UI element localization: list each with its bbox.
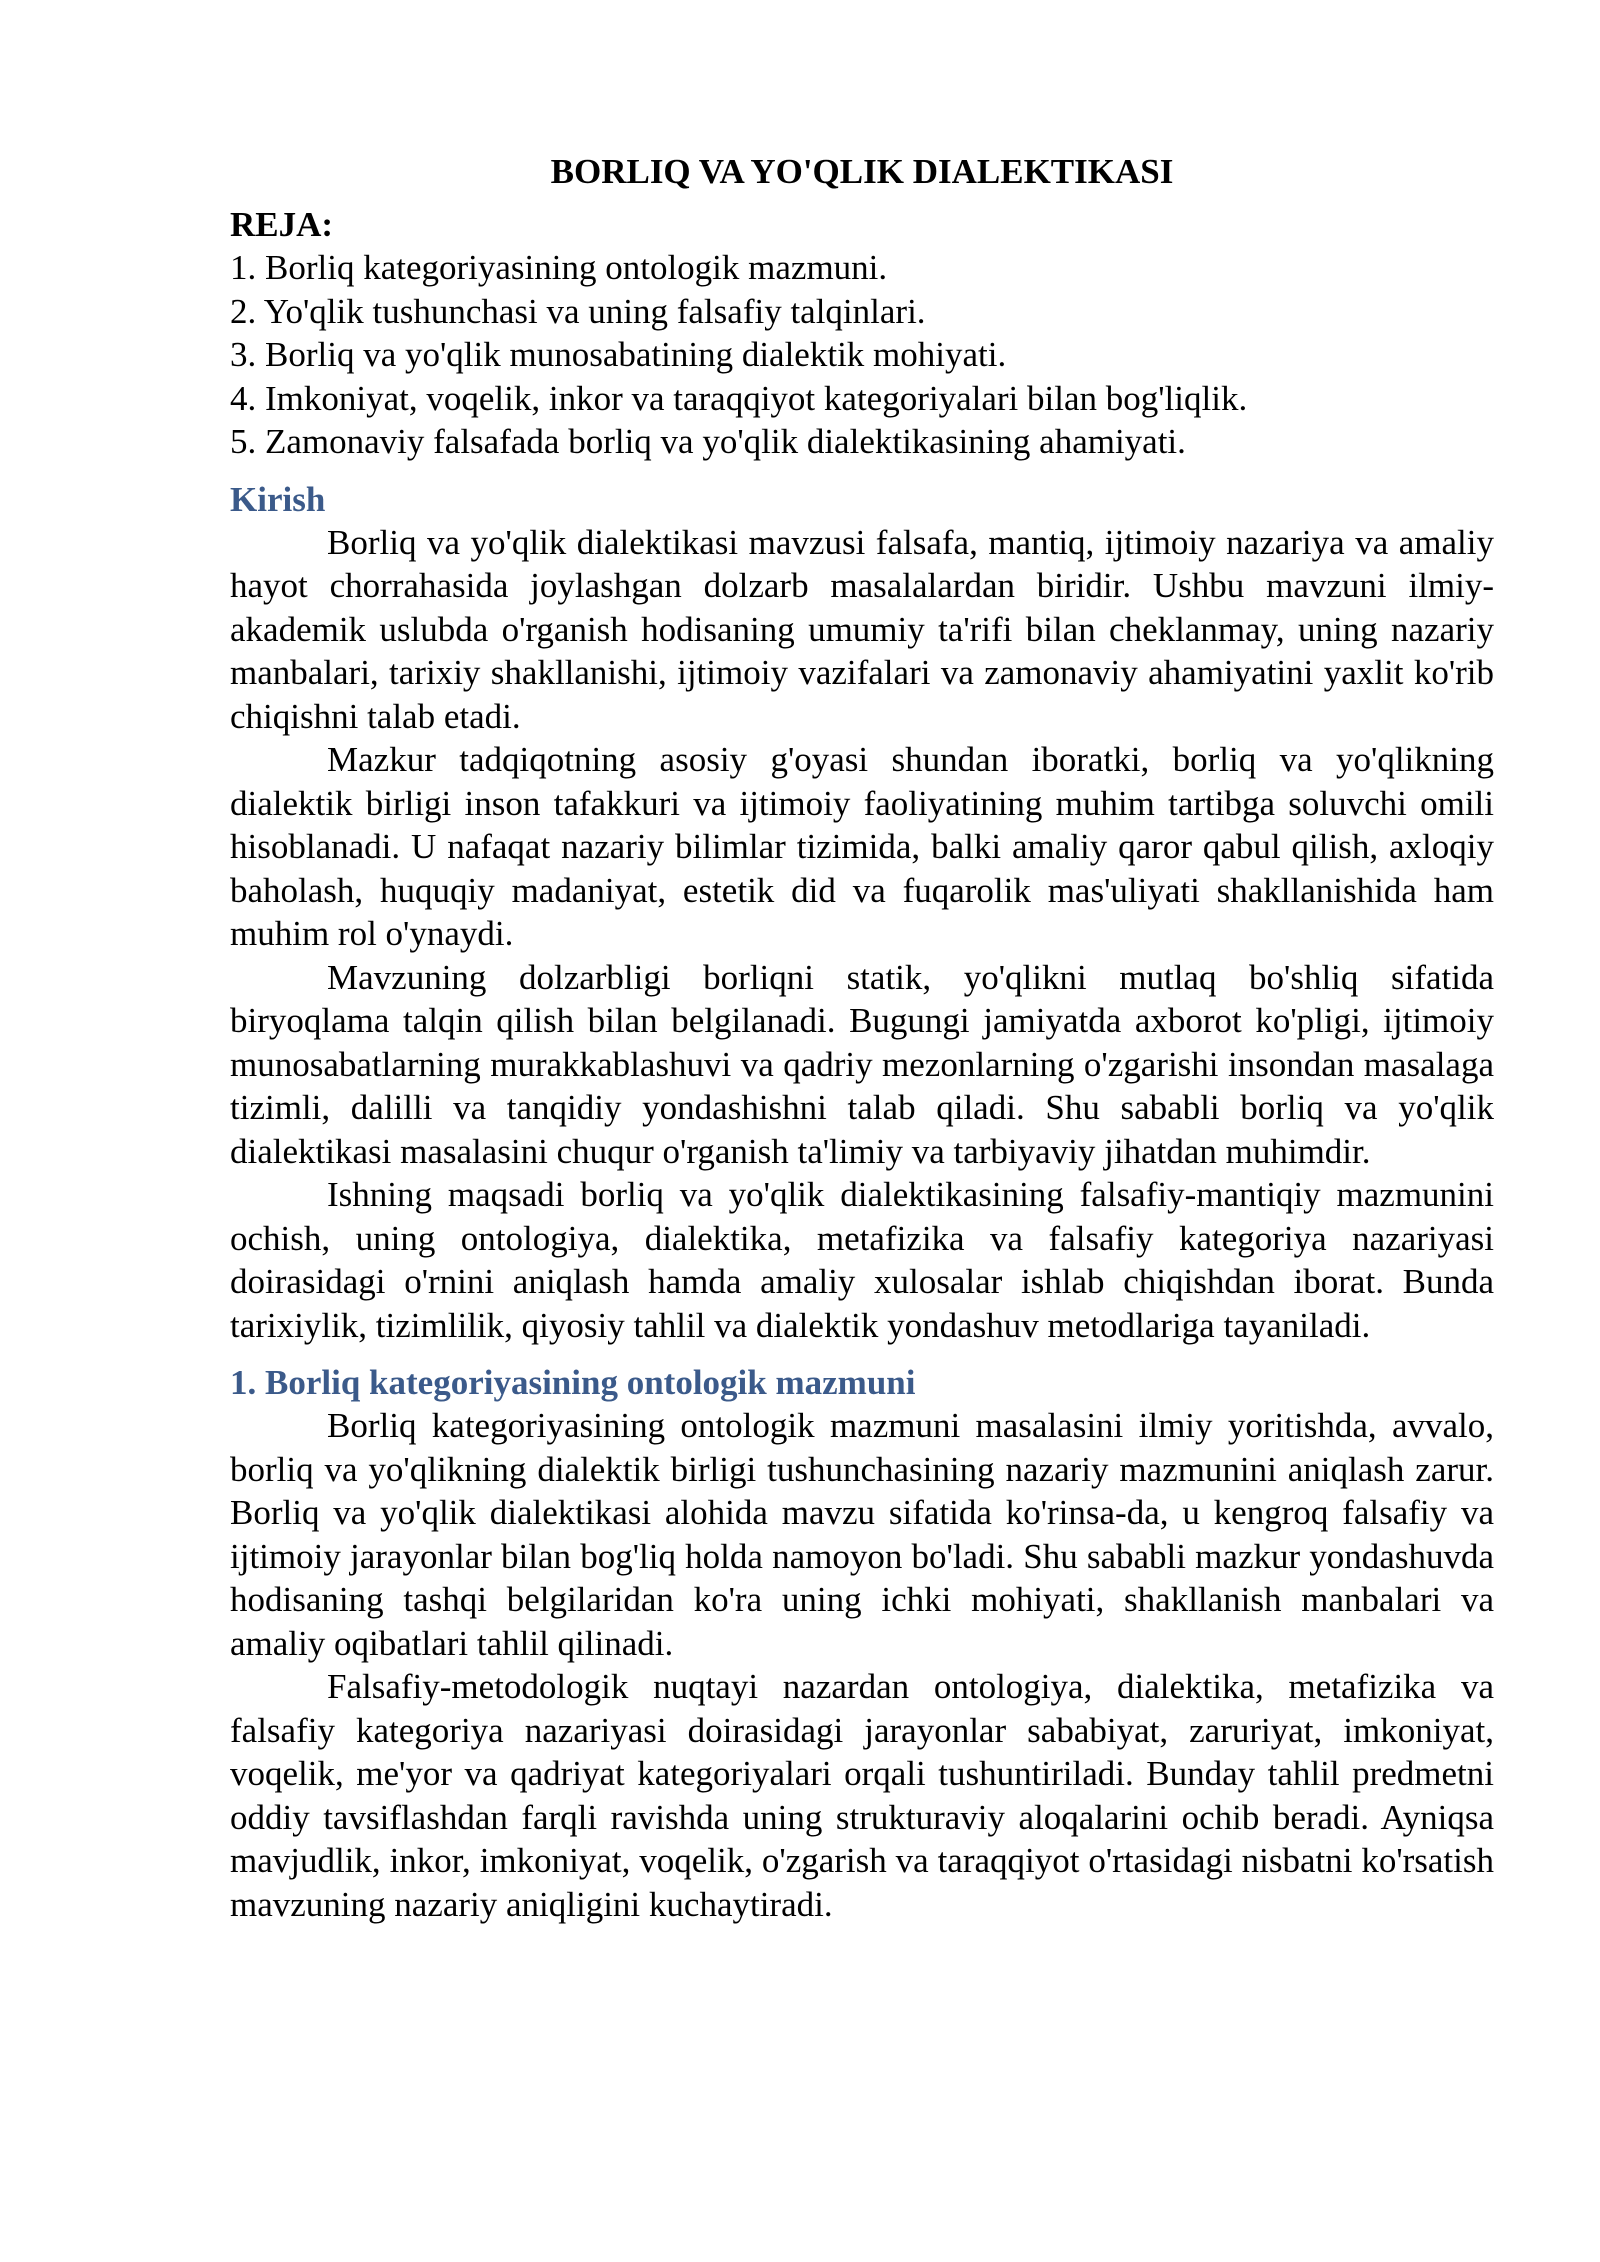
plan-list (230, 246, 1494, 464)
section-introduction (230, 478, 1494, 1348)
body-paragraph: Falsafiy-metodologik nuqtayi nazardan ontologiya, dialektika, metafizika va falsafiy kategoriya nazariyasi doirasidagi jarayonlar sababiyat, zaruriyat, imkoniyat, voqelik, me'yor va qadriyat kategoriyalari orqali tushuntiriladi. Bunday tahlil predmetni oddiy tavsiflashdan farqli ravishda uning strukturaviy aloqalarini ochib beradi. Ayniqsa mavjudlik, inkor, imkoniyat, voqelik, o'zgarish va taraqqiyot o'rtasidagi nisbatni ko'rsatish mavzuning nazariy aniqligini kuchaytiradi. (230, 1667, 1494, 1924)
plan-item: 3. Borliq va yo'qlik munosabatining dialektik mohiyati. (230, 335, 1007, 374)
section-heading: Kirish (230, 479, 326, 519)
plan-item: 4. Imkoniyat, voqelik, inkor va taraqqiyot kategoriyalari bilan bog'liqlik. (230, 378, 1248, 418)
plan-label: REJA: (230, 205, 334, 244)
plan-item: 1. Borliq kategoriyasining ontologik mazmuni. (230, 248, 888, 287)
section-ontological-content (230, 1361, 1494, 1926)
body-paragraph: Borliq va yo'qlik dialektikasi mavzusi falsafa, mantiq, ijtimoiy nazariya va amaliy hayot chorrahasida joylashgan dolzarb masalalardan biridir. Ushbu mavzuni ilmiy-akademik uslubda o'rganish hodisaning umumiy ta'rifi bilan cheklanmay, uning nazariy manbalari, tarixiy shakllanishi, ijtimoiy vazifalari va zamonaviy ahamiyatini yaxlit ko'rib chiqishni talab etadi. (230, 522, 1494, 736)
section-heading: 1. Borliq kategoriyasining ontologik mazmuni (230, 1363, 916, 1402)
body-paragraph: Mavzuning dolzarbligi borliqni statik, yo'qlikni mutlaq bo'shliq sifatida biryoqlama talqin qilish bilan belgilanadi. Bugungi jamiyatda axborot ko'pligi, ijtimoiy munosabatlarning murakkablashuvi va qadriy mezonlarning o'zgarishi insondan masalaga tizimli, dalilli va tanqidiy yondashishni talab qiladi. Shu sababli borliq va yo'qlik dialektikasi masalasini chuqur o'rganish ta'limiy va tarbiyaviy jihatdan muhimdir. (230, 957, 1494, 1171)
document-title: BORLIQ VA YO'QLIK DIALEKTIKASI (550, 152, 1174, 191)
document-page (230, 150, 1494, 1926)
body-paragraph: Ishning maqsadi borliq va yo'qlik dialektikasining falsafiy-mantiqiy mazmunini ochish, uning ontologiya, dialektika, metafizika va falsafiy kategoriya nazariyasi doirasidagi o'rnini aniqlash hamda amaliy xulosalar ishlab chiqishdan iborat. Bunda tarixiylik, tizimlilik, qiyosiy tahlil va dialektik yondashuv metodlariga tayaniladi. (230, 1175, 1494, 1345)
body-paragraph: Borliq kategoriyasining ontologik mazmuni masalasini ilmiy yoritishda, avvalo, borliq va yo'qlikning dialektik birligi tushunchasining nazariy mazmunini aniqlash zarur. Borliq va yo'qlik dialektikasi alohida mavzu sifatida ko'rinsa-da, u kengroq falsafiy va ijtimoiy jarayonlar bilan bog'liq holda namoyon bo'ladi. Shu sababli mazkur yondashuvda hodisaning tashqi belgilaridan ko'ra uning ichki mohiyati, shakllanish manbalari va amaliy oqibatlari tahlil qilinadi. (230, 1406, 1494, 1663)
plan-item: 2. Yo'qlik tushunchasi va uning falsafiy talqinlari. (230, 291, 926, 331)
body-paragraph: Mazkur tadqiqotning asosiy g'oyasi shundan iboratki, borliq va yo'qlikning dialektik birligi inson tafakkuri va ijtimoiy faoliyatining muhim tartibga soluvchi omili hisoblanadi. U nafaqat nazariy bilimlar tizimida, balki amaliy qaror qabul qilish, axloqiy baholash, huquqiy madaniyat, estetik did va fuqarolik mas'uliyati shakllanishida ham muhim rol o'ynaydi. (230, 740, 1494, 953)
plan-item: 5. Zamonaviy falsafada borliq va yo'qlik dialektikasining ahamiyati. (230, 422, 1186, 461)
